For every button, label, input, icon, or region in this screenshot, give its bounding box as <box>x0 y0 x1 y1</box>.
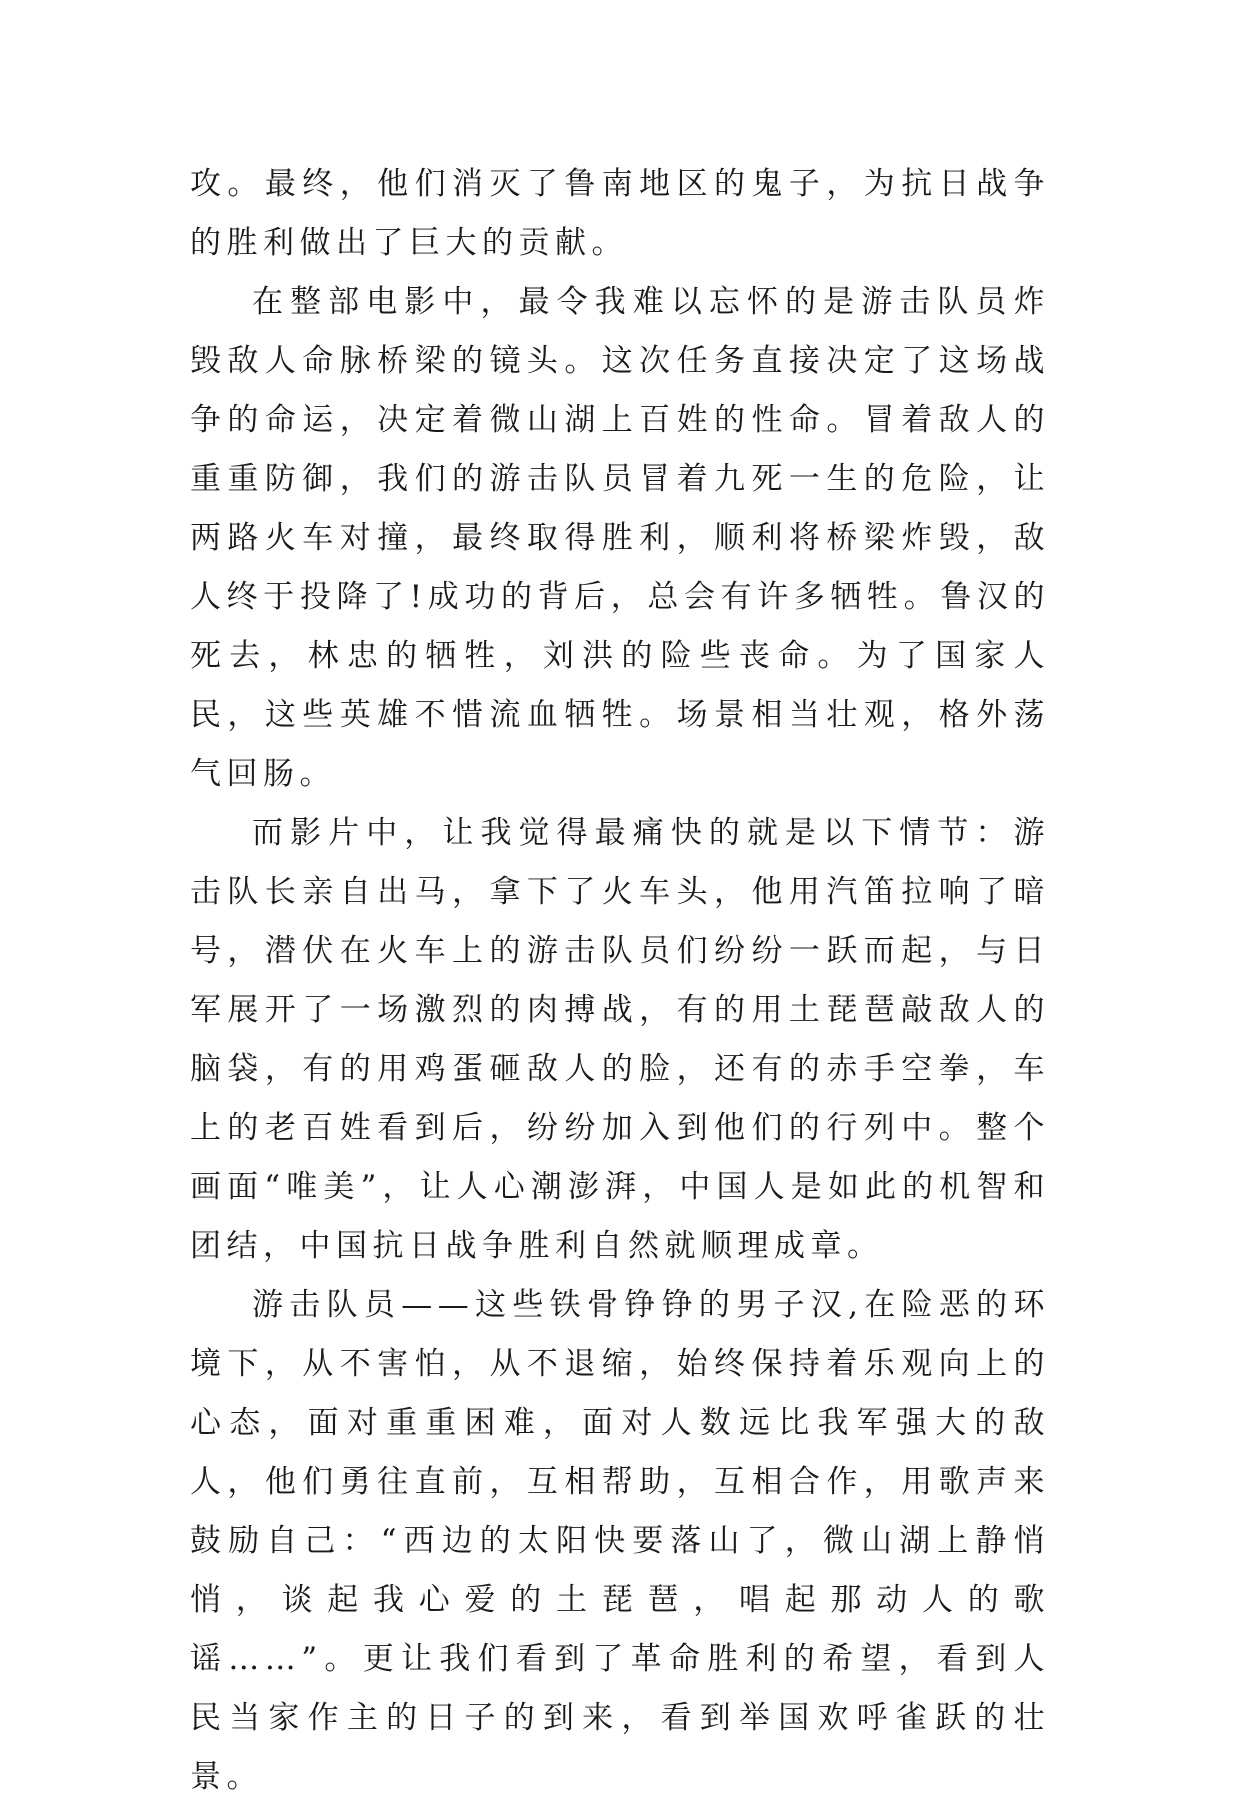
document-body <box>190 155 1050 1807</box>
paragraph-4: 游击队员——这些铁骨铮铮的男子汉,在险恶的环境下，从不害怕，从不退缩，始终保持着乐观向上的心态，面对重重困难，面对人数远比我军强大的敌人，他们勇往直前，互相帮助，互相合作，用歌声来鼓励自己：“西边的太阳快要落山了，微山湖上静悄悄，谈起我心爱的土琵琶，唱起那动人的歌谣……”。更让我们看到了革命胜利的希望，看到人民当家作主的日子的到来，看到举国欢呼雀跃的壮景。 <box>190 1287 1050 1795</box>
paragraph-3: 而影片中，让我觉得最痛快的就是以下情节：游击队长亲自出马，拿下了火车头，他用汽笛拉响了暗号，潜伏在火车上的游击队员们纷纷一跃而起，与日军展开了一场激烈的肉搏战，有的用土琵琶敲敌人的脑袋，有的用鸡蛋砸敌人的脸，还有的赤手空拳，车上的老百姓看到后，纷纷加入到他们的行列中。整个画面“唯美”，让人心潮澎湃，中国人是如此的机智和团结，中国抗日战争胜利自然就顺理成章。 <box>190 815 1050 1264</box>
paragraph-2: 在整部电影中，最令我难以忘怀的是游击队员炸毁敌人命脉桥梁的镜头。这次任务直接决定了这场战争的命运，决定着微山湖上百姓的性命。冒着敌人的重重防御，我们的游击队员冒着九死一生的危险，让两路火车对撞，最终取得胜利，顺利将桥梁炸毁，敌人终于投降了!成功的背后，总会有许多牺牲。鲁汉的死去，林忠的牺牲，刘洪的险些丧命。为了国家人民，这些英雄不惜流血牺牲。场景相当壮观，格外荡气回肠。 <box>190 284 1050 792</box>
paragraph-1: 攻。最终，他们消灭了鲁南地区的鬼子，为抗日战争的胜利做出了巨大的贡献。 <box>190 166 1050 261</box>
